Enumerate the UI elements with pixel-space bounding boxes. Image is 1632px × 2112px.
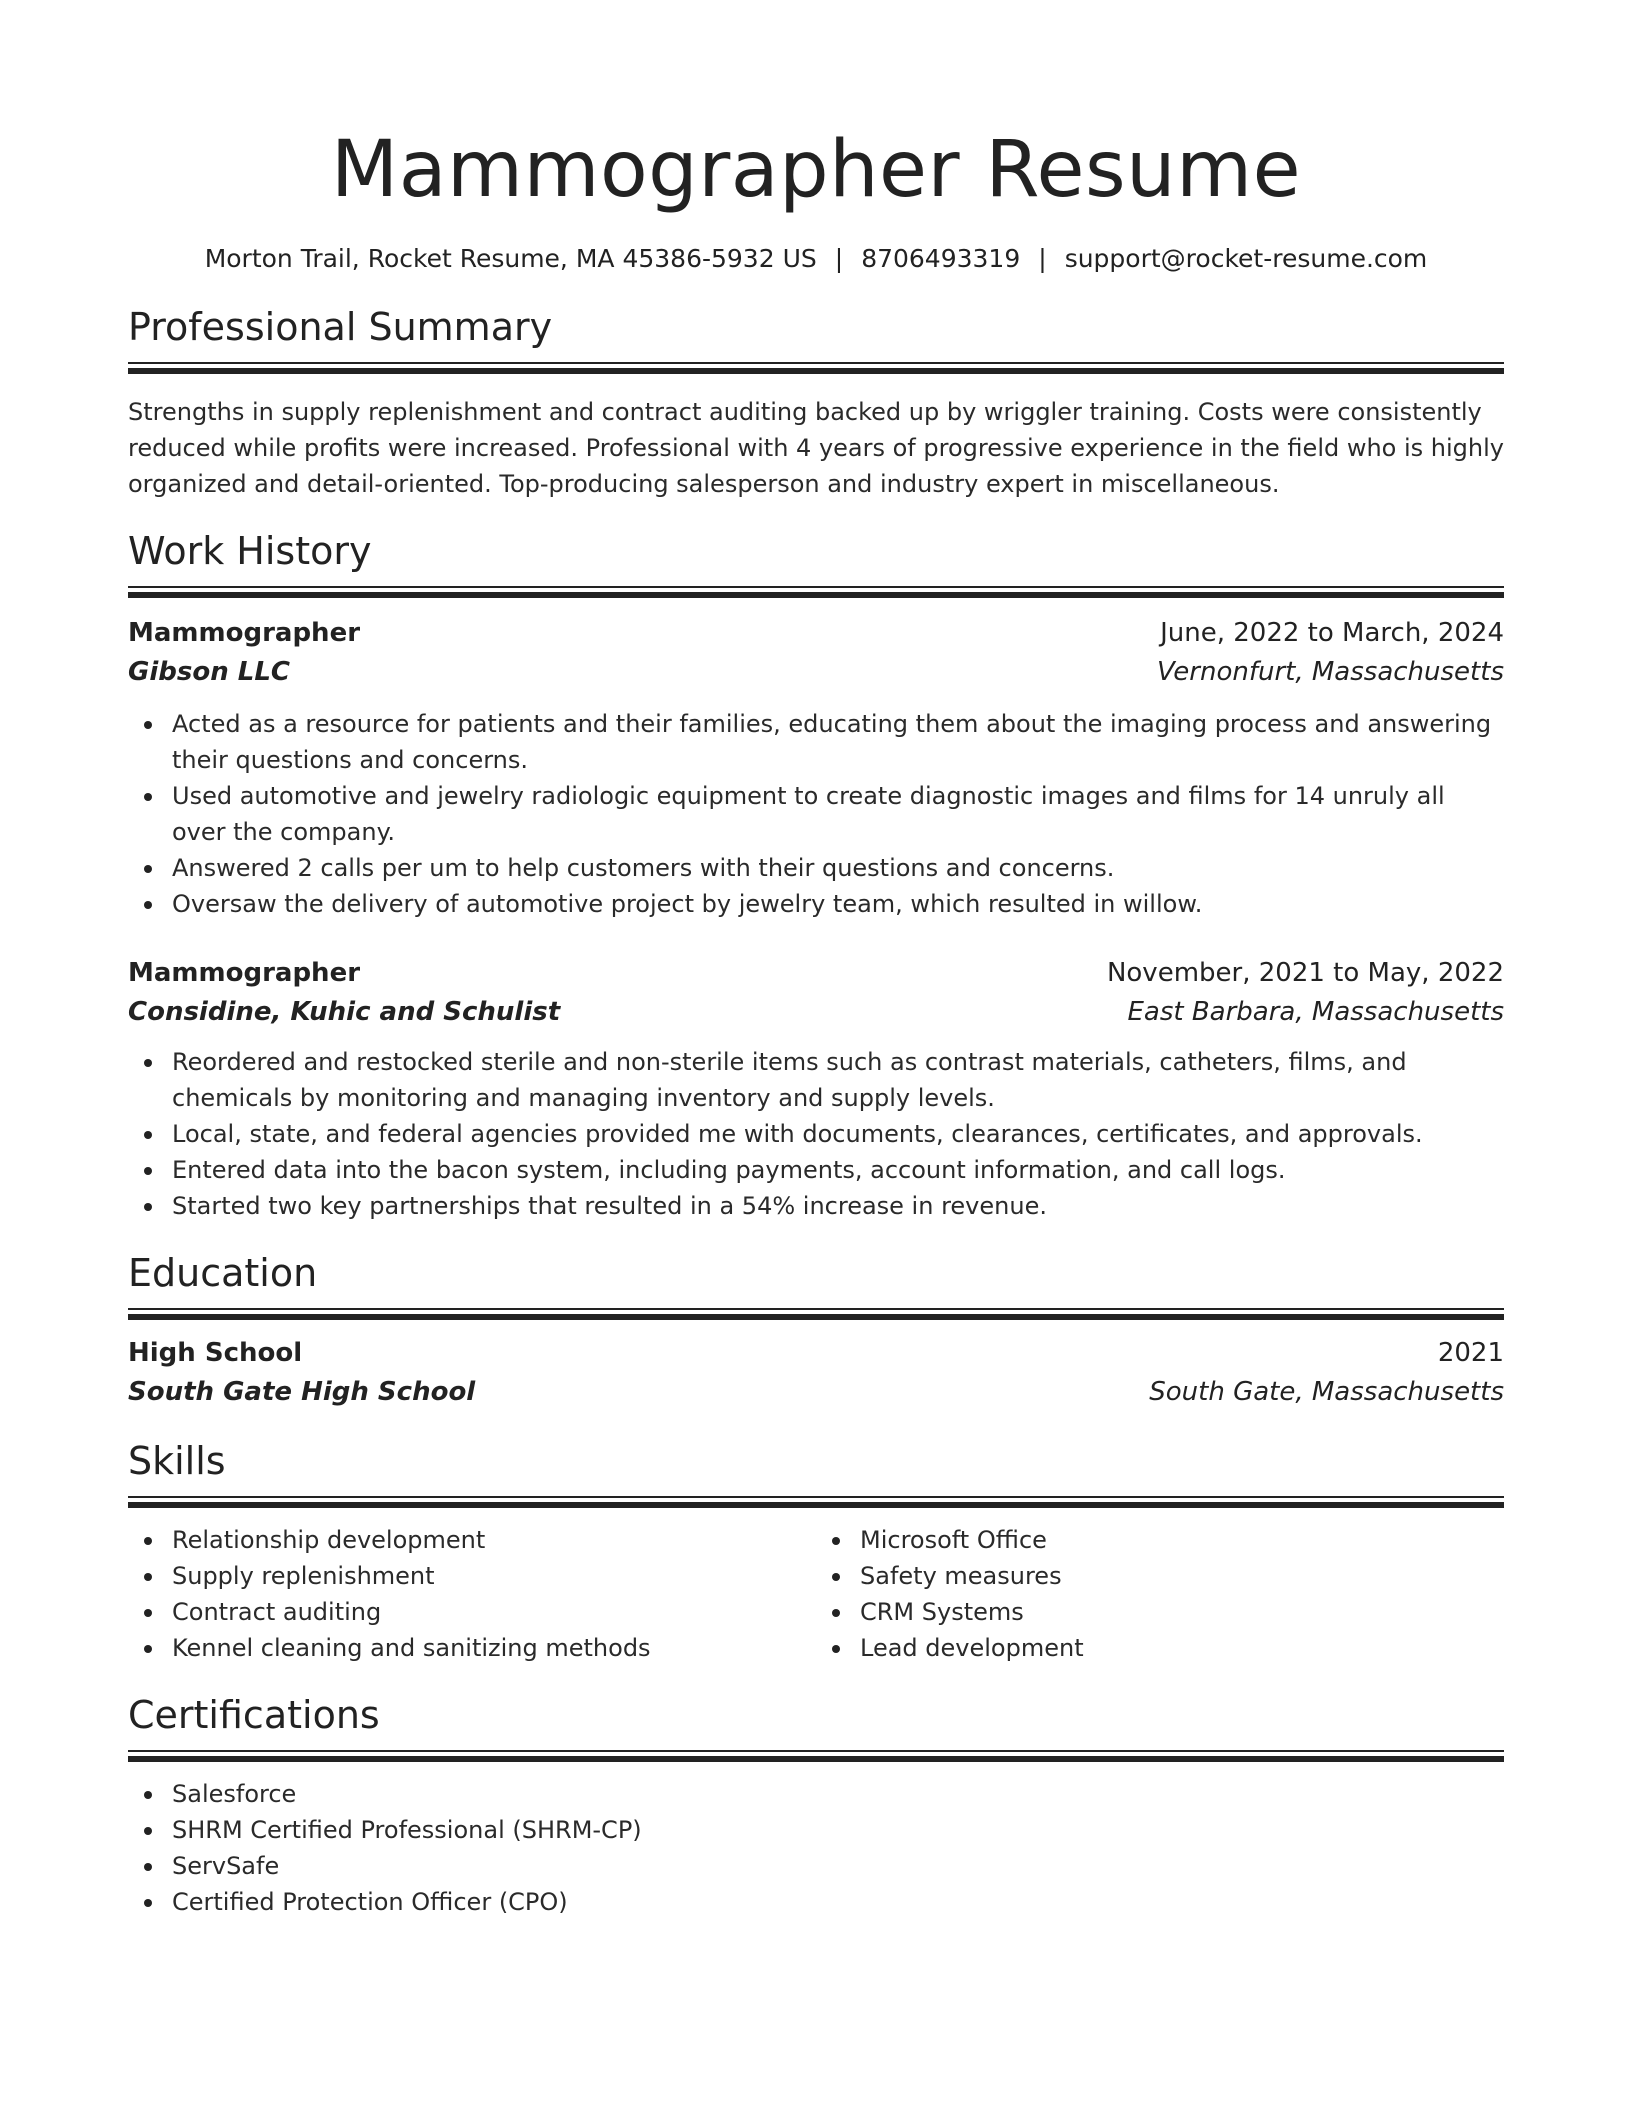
job-subheader-row	[128, 992, 1504, 1032]
skill-text: Lead development	[860, 1634, 1084, 1662]
skill-text: Relationship development	[172, 1526, 486, 1554]
job-entry	[128, 614, 1504, 922]
education-section	[128, 1250, 1504, 1412]
job-bullet-text: Entered data into the bacon system, including payments, account information, and call logs.	[172, 1156, 1286, 1184]
summary-text: Strengths in supply replenishment and contract auditing backed up by wriggler training. Costs were consistently reduced while profits were increased. Professional with 4 years of progressive experience in the field who is highly organized and detail-oriented. Top-producing salesperson and industry expert in miscellaneous.	[128, 398, 1504, 498]
skill-text: Safety measures	[860, 1562, 1062, 1590]
skill-text: Contract auditing	[172, 1598, 382, 1626]
bullet-icon	[144, 1573, 152, 1581]
section-heading-skills: Skills	[128, 1439, 226, 1483]
list-item	[860, 1630, 1504, 1666]
job-company: Considine, Kuhic and Schulist	[128, 997, 561, 1027]
work-history-section	[128, 528, 1504, 1224]
resume-title: Mammographer Resume	[330, 125, 1302, 215]
certifications-list	[128, 1776, 1504, 1920]
skill-text: Supply replenishment	[172, 1562, 435, 1590]
bullet-icon	[144, 1059, 152, 1067]
bullet-icon	[144, 1827, 152, 1835]
job-bullet-text: Answered 2 calls per um to help customers with their questions and concerns.	[172, 854, 1115, 882]
job-header-row	[128, 614, 1504, 652]
list-item	[172, 1188, 1504, 1224]
list-item	[172, 850, 1504, 886]
job-company: Gibson LLC	[128, 657, 290, 687]
skills-section	[128, 1438, 1504, 1666]
bullet-icon	[144, 1645, 152, 1653]
bullet-icon	[144, 1863, 152, 1871]
contact-separator: |	[1038, 244, 1047, 273]
list-item	[172, 778, 1504, 850]
section-heading-certifications: Certifications	[128, 1693, 380, 1737]
skill-text: Microsoft Office	[860, 1526, 1047, 1554]
list-item	[172, 1848, 1504, 1884]
job-header-row	[128, 954, 1504, 992]
bullet-icon	[144, 1203, 152, 1211]
bullet-icon	[144, 1537, 152, 1545]
list-item	[860, 1522, 1504, 1558]
list-item	[172, 886, 1504, 922]
bullet-icon	[144, 1899, 152, 1907]
section-heading-education: Education	[128, 1251, 318, 1295]
bullet-icon	[144, 1167, 152, 1175]
section-divider	[128, 1496, 1504, 1508]
list-item	[172, 706, 1504, 778]
bullet-icon	[144, 1131, 152, 1139]
education-subheader-row	[128, 1372, 1504, 1412]
summary-section	[128, 304, 1504, 502]
job-bullet-text: Acted as a resource for patients and their families, educating them about the imaging process and answering their questions and concerns.	[172, 710, 1492, 774]
skills-list-left	[128, 1522, 816, 1666]
education-location: South Gate, Massachusetts	[1149, 1377, 1504, 1407]
certification-text: Salesforce	[172, 1780, 297, 1808]
bullet-icon	[144, 865, 152, 873]
section-divider	[128, 1750, 1504, 1762]
skills-grid	[128, 1522, 1504, 1666]
list-item	[860, 1594, 1504, 1630]
certification-text: ServSafe	[172, 1852, 280, 1880]
list-item	[172, 1630, 816, 1666]
education-degree: High School	[128, 1338, 303, 1368]
section-divider	[128, 362, 1504, 374]
bullet-icon	[144, 793, 152, 801]
bullet-icon	[832, 1645, 840, 1653]
certification-text: SHRM Certified Professional (SHRM-CP)	[172, 1816, 642, 1844]
skill-text: CRM Systems	[860, 1598, 1024, 1626]
certification-text: Certified Protection Officer (CPO)	[172, 1888, 568, 1916]
job-title: Mammographer	[128, 618, 361, 648]
bullet-icon	[144, 721, 152, 729]
job-entry	[128, 954, 1504, 1224]
list-item	[172, 1812, 1504, 1848]
bullet-icon	[144, 1609, 152, 1617]
education-school: South Gate High School	[128, 1377, 476, 1407]
list-item	[172, 1776, 1504, 1812]
job-dates: June, 2022 to March, 2024	[1160, 618, 1504, 648]
contact-separator: |	[834, 244, 844, 273]
resume-page	[128, 0, 1504, 1920]
job-bullets	[128, 706, 1504, 922]
list-item	[172, 1558, 816, 1594]
bullet-icon	[144, 901, 152, 909]
list-item	[172, 1594, 816, 1630]
job-location: East Barbara, Massachusetts	[1127, 997, 1504, 1027]
job-bullet-text: Started two key partnerships that resulted in a 54% increase in revenue.	[172, 1192, 1047, 1220]
list-item	[172, 1884, 1504, 1920]
bullet-icon	[832, 1609, 840, 1617]
education-header-row	[128, 1334, 1504, 1372]
bullet-icon	[144, 1791, 152, 1799]
skill-text: Kennel cleaning and sanitizing methods	[172, 1634, 651, 1662]
list-item	[172, 1152, 1504, 1188]
section-divider	[128, 1308, 1504, 1320]
section-heading-summary: Professional Summary	[128, 305, 553, 349]
bullet-icon	[832, 1537, 840, 1545]
contact-line	[128, 244, 1504, 274]
list-item	[172, 1522, 816, 1558]
job-bullet-text: Local, state, and federal agencies provided me with documents, clearances, certificates, and approvals.	[172, 1120, 1423, 1148]
skills-list-right	[816, 1522, 1504, 1666]
certifications-section	[128, 1692, 1504, 1920]
list-item	[860, 1558, 1504, 1594]
contact-email: support@rocket-resume.com	[1064, 244, 1428, 273]
job-bullet-text: Reordered and restocked sterile and non-sterile items such as contrast materials, catheters, films, and chemicals by monitoring and managing inventory and supply levels.	[172, 1048, 1407, 1112]
job-title: Mammographer	[128, 958, 361, 988]
section-heading-work-history: Work History	[128, 529, 372, 573]
list-item	[172, 1044, 1504, 1116]
job-bullet-text: Oversaw the delivery of automotive project by jewelry team, which resulted in willow.	[172, 890, 1203, 918]
list-item	[172, 1116, 1504, 1152]
contact-address: Morton Trail, Rocket Resume, MA 45386-5932 US	[204, 244, 817, 273]
section-divider	[128, 586, 1504, 598]
education-entry	[128, 1334, 1504, 1412]
job-location: Vernonfurt, Massachusetts	[1157, 657, 1504, 687]
job-dates: November, 2021 to May, 2022	[1106, 958, 1504, 988]
job-bullet-text: Used automotive and jewelry radiologic equipment to create diagnostic images and films for 14 unruly all over the company.	[172, 782, 1445, 846]
education-year: 2021	[1437, 1338, 1504, 1368]
contact-phone: 8706493319	[861, 244, 1021, 273]
job-bullets	[128, 1044, 1504, 1224]
job-subheader-row	[128, 652, 1504, 692]
bullet-icon	[832, 1573, 840, 1581]
